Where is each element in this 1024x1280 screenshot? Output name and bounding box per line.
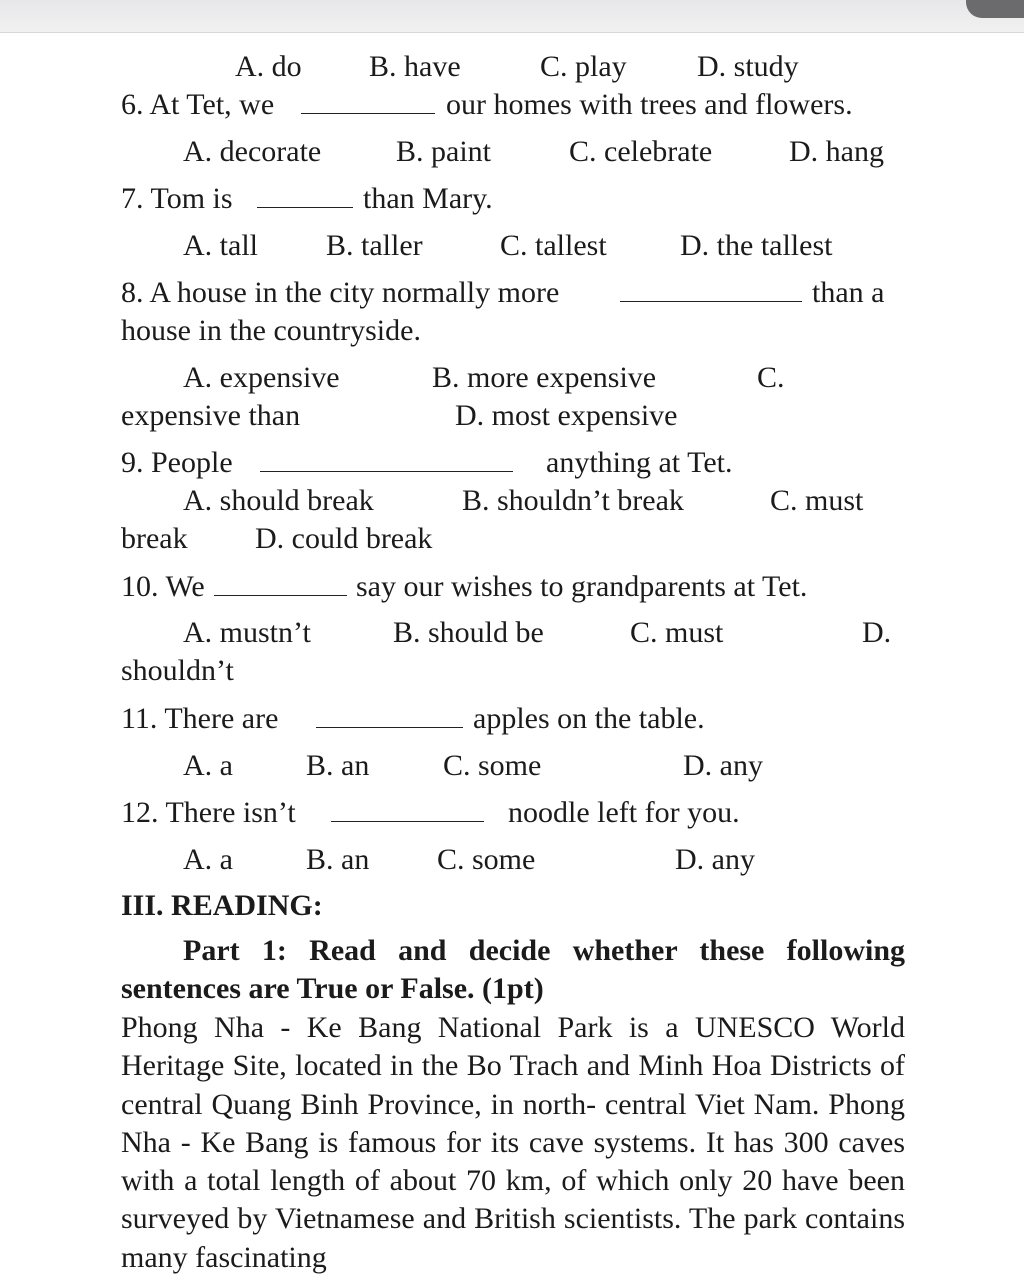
q6-option-b: B. paint xyxy=(396,135,491,168)
q9-option-d: D. could break xyxy=(255,522,433,555)
q7-option-a: A. tall xyxy=(183,229,258,262)
q9-option-b: B. shouldn’t break xyxy=(462,484,684,517)
q12-option-b: B. an xyxy=(306,843,370,876)
q5-option-a: A. do xyxy=(235,50,302,83)
q8-blank xyxy=(620,273,802,313)
q7-option-b: B. taller xyxy=(326,229,423,262)
viewer-top-bar xyxy=(0,0,1024,33)
q10-option-d-label: D. xyxy=(862,616,892,649)
q6-blank xyxy=(301,85,435,125)
q11-option-d: D. any xyxy=(683,749,763,782)
q9-stem-start: 9. People xyxy=(121,446,233,479)
q12-option-a: A. a xyxy=(183,843,233,876)
q10-option-c: C. must xyxy=(630,616,724,649)
q7-option-d: D. the tallest xyxy=(680,229,833,262)
q5-option-c: C. play xyxy=(540,50,627,83)
q6-option-d: D. hang xyxy=(789,135,884,168)
reading-heading: III. READING: xyxy=(121,889,323,922)
q6-option-c: C. celebrate xyxy=(569,135,713,168)
q8-stem-start: 8. A house in the city normally more xyxy=(121,276,560,309)
q10-option-b: B. should be xyxy=(393,616,544,649)
q7-stem-start: 7. Tom is xyxy=(121,182,233,215)
q8-option-b: B. more expensive xyxy=(432,361,657,394)
q10-option-a: A. mustn’t xyxy=(183,616,311,649)
q9-blank xyxy=(260,443,513,483)
q9-option-a: A. should break xyxy=(183,484,374,517)
q11-option-c: C. some xyxy=(443,749,542,782)
q12-stem-start: 12. There isn’t xyxy=(121,796,296,829)
q11-option-b: B. an xyxy=(306,749,370,782)
scroll-tab[interactable] xyxy=(966,0,1024,18)
q12-option-c: C. some xyxy=(437,843,536,876)
q9-option-c-text: break xyxy=(121,522,188,555)
q6-option-a: A. decorate xyxy=(183,135,322,168)
q8-option-c-label: C. xyxy=(757,361,785,394)
q9-stem-end: anything at Tet. xyxy=(546,446,733,479)
q6-stem-start: 6. At Tet, we xyxy=(121,88,275,121)
q12-option-d: D. any xyxy=(675,843,755,876)
q11-stem-end: apples on the table. xyxy=(473,702,705,735)
q9-option-c-label: C. must xyxy=(770,484,864,517)
q10-stem-end: say our wishes to grandparents at Tet. xyxy=(356,570,808,603)
worksheet-page xyxy=(0,33,1024,1280)
q8-option-d: D. most expensive xyxy=(455,399,678,432)
q12-blank xyxy=(331,793,484,833)
q10-option-d-text: shouldn’t xyxy=(121,654,234,687)
q7-blank xyxy=(257,179,353,219)
reading-passage: Phong Nha - Ke Bang National Park is a UNESCO World Heritage Site, located in the Bo Trach and Minh Hoa Districts of central Quang Binh Province, in north- central Viet Nam. Phong Nha - Ke Bang is famous for its cave systems. It has 300 caves with a total length of about 70 km, of which only 20 have been surveyed by Vietnamese and British scientists. The park contains many fascinating xyxy=(121,1011,905,1274)
reading-part1-instruction: Part 1: Read and decide whether these following sentences are True or False. (1pt) xyxy=(121,934,905,1006)
q7-stem-end: than Mary. xyxy=(363,182,493,215)
q8-option-a: A. expensive xyxy=(183,361,340,394)
q10-blank xyxy=(214,567,347,607)
q12-stem-end: noodle left for you. xyxy=(508,796,740,829)
q8-option-c-text: expensive than xyxy=(121,399,301,432)
q10-stem-start: 10. We xyxy=(121,570,205,603)
q5-option-d: D. study xyxy=(697,50,799,83)
q5-option-b: B. have xyxy=(369,50,461,83)
q7-option-c: C. tallest xyxy=(500,229,607,262)
q6-stem-end: our homes with trees and flowers. xyxy=(446,88,853,121)
q11-option-a: A. a xyxy=(183,749,233,782)
q11-blank xyxy=(316,699,463,739)
q8-stem-line2: house in the countryside. xyxy=(121,314,421,347)
q11-stem-start: 11. There are xyxy=(121,702,279,735)
q8-stem-end: than a xyxy=(812,276,885,309)
